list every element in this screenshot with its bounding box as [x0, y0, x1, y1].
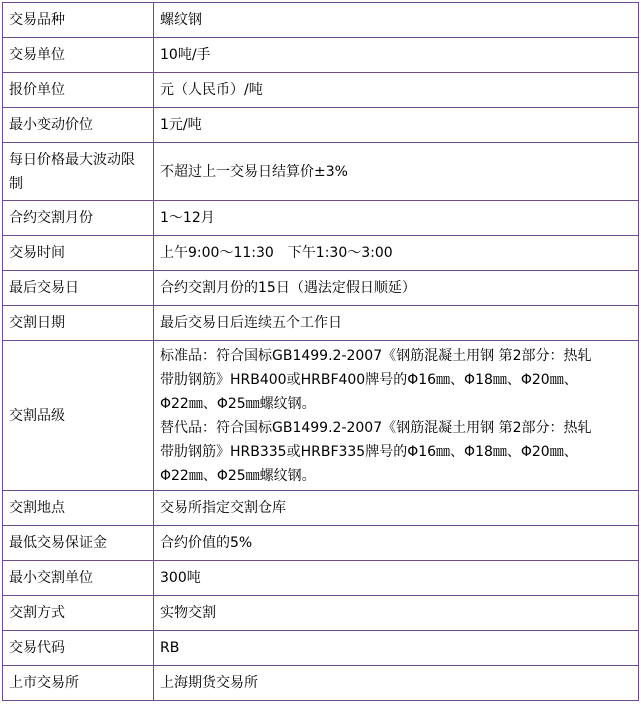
row-value-contract-months: 1～12月	[154, 201, 639, 236]
table-row	[3, 271, 639, 306]
row-value-exchange: 上海期货交易所	[154, 666, 639, 701]
row-label-tick-size: 最小变动价位	[3, 108, 154, 143]
row-label-trading-unit: 交易单位	[3, 38, 154, 73]
table-row	[3, 201, 639, 236]
row-value-delivery-method: 实物交割	[154, 596, 639, 631]
row-label-min-delivery-unit: 最小交割单位	[3, 561, 154, 596]
table-row	[3, 3, 639, 38]
grade-line: 替代品：符合国标GB1499.2-2007《钢筋混凝土用钢 第2部分：热轧	[160, 419, 592, 436]
grade-line: Φ22㎜、Φ25㎜螺纹钢。	[160, 395, 316, 412]
grade-line: 带肋钢筋》HRB335或HRBF335牌号的Φ16㎜、Φ18㎜、Φ20㎜、	[160, 443, 578, 460]
table-row	[3, 491, 639, 526]
table-row	[3, 38, 639, 73]
row-value-trading-unit: 10吨/手	[154, 38, 639, 73]
contract-spec-table	[2, 2, 639, 701]
table-row	[3, 631, 639, 666]
table-row	[3, 596, 639, 631]
row-value-quote-unit: 元（人民币）/吨	[154, 73, 639, 108]
row-label-margin: 最低交易保证金	[3, 526, 154, 561]
row-label-contract-months: 合约交割月份	[3, 201, 154, 236]
row-label-exchange: 上市交易所	[3, 666, 154, 701]
table-row	[3, 666, 639, 701]
row-label-grade: 交割品级	[3, 341, 154, 491]
row-value-delivery-location: 交易所指定交割仓库	[154, 491, 639, 526]
row-label-price-limit: 每日价格最大波动限制	[3, 143, 154, 201]
row-value-delivery-period: 最后交易日后连续五个工作日	[154, 306, 639, 341]
table-row	[3, 73, 639, 108]
row-label-ticker: 交易代码	[3, 631, 154, 666]
row-value-tick-size: 1元/吨	[154, 108, 639, 143]
row-label-quote-unit: 报价单位	[3, 73, 154, 108]
row-label-trading-hours: 交易时间	[3, 236, 154, 271]
grade-line: 带肋钢筋》HRB400或HRBF400牌号的Φ16㎜、Φ18㎜、Φ20㎜、	[160, 371, 578, 388]
row-label-last-trading-day: 最后交易日	[3, 271, 154, 306]
table-row	[3, 143, 639, 201]
row-label-delivery-location: 交割地点	[3, 491, 154, 526]
row-value-last-trading-day: 合约交割月份的15日（遇法定假日顺延）	[154, 271, 639, 306]
row-value-price-limit: 不超过上一交易日结算价±3%	[154, 143, 639, 201]
row-label-product: 交易品种	[3, 3, 154, 38]
table-row	[3, 306, 639, 341]
row-value-grade	[154, 341, 639, 491]
grade-line: Φ22㎜、Φ25㎜螺纹钢。	[160, 467, 316, 484]
row-label-delivery-method: 交割方式	[3, 596, 154, 631]
table-row	[3, 108, 639, 143]
row-value-margin: 合约价值的5%	[154, 526, 639, 561]
table-row	[3, 341, 639, 491]
table-row	[3, 561, 639, 596]
grade-line: 标准品：符合国标GB1499.2-2007《钢筋混凝土用钢 第2部分：热轧	[160, 347, 592, 364]
row-value-trading-hours: 上午9:00～11:30 下午1:30～3:00	[154, 236, 639, 271]
table-row	[3, 526, 639, 561]
row-value-ticker: RB	[154, 631, 639, 666]
row-label-delivery-period: 交割日期	[3, 306, 154, 341]
row-value-product: 螺纹钢	[154, 3, 639, 38]
table-row	[3, 236, 639, 271]
row-value-min-delivery-unit: 300吨	[154, 561, 639, 596]
